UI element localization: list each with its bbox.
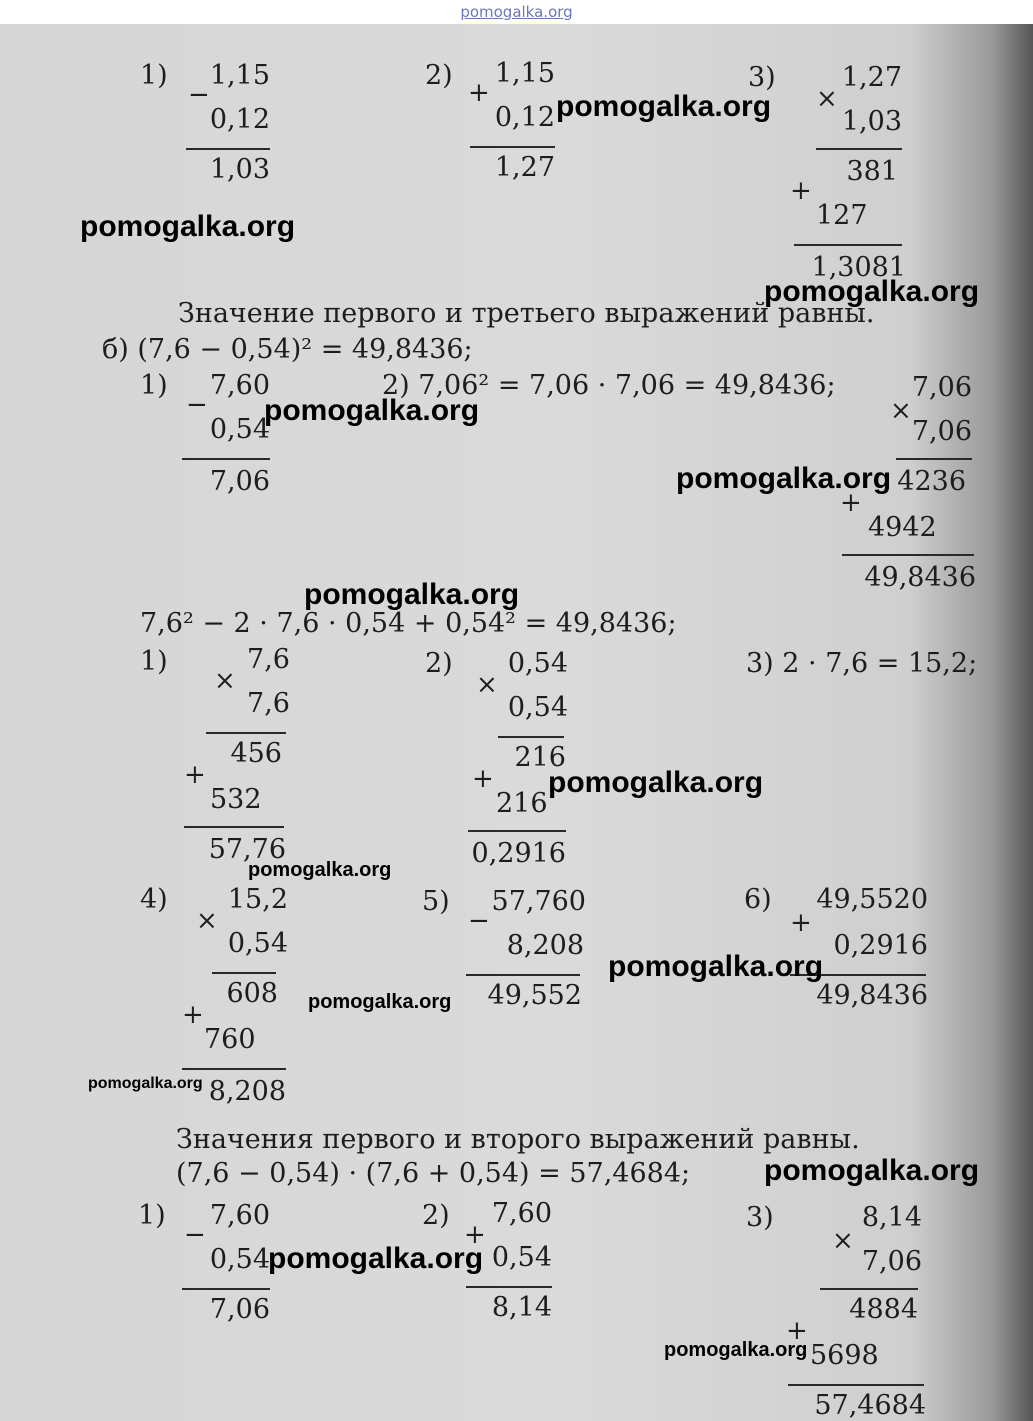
operand: 7,60	[209, 1200, 270, 1231]
watermark-text: pomogalka.org	[608, 950, 824, 983]
watermark-text: pomogalka.org	[308, 991, 452, 1013]
operator: −	[186, 390, 208, 420]
section-heading: б) (7,6 − 0,54)² = 49,8436;	[102, 334, 473, 365]
operand: 0,54	[227, 928, 288, 959]
operand: 0,54	[209, 414, 270, 445]
result: 49,552	[487, 980, 582, 1011]
product-line	[816, 148, 902, 150]
site-header-link[interactable]: pomogalka.org	[0, 0, 1033, 24]
label: 1)	[140, 646, 168, 677]
operator: +	[790, 908, 812, 938]
watermark-text: pomogalka.org	[248, 859, 392, 881]
operand: 7,60	[491, 1198, 552, 1229]
operator: ×	[196, 906, 218, 936]
result: 7,06	[209, 1294, 270, 1325]
operand: 0,12	[209, 104, 270, 135]
watermark-text: pomogalka.org	[304, 578, 520, 611]
partial-product: 532	[210, 784, 262, 815]
operand: 7,06	[861, 1246, 922, 1277]
result: 8,208	[208, 1076, 286, 1107]
operator: +	[840, 488, 862, 518]
operator: −	[184, 1220, 206, 1250]
partial-product: 127	[816, 200, 868, 231]
operand: 7,60	[209, 370, 270, 401]
product-line	[896, 458, 972, 460]
operand: 0,54	[491, 1242, 552, 1273]
sum-line	[468, 830, 566, 832]
partial-product: 608	[226, 978, 278, 1009]
operator: +	[184, 760, 206, 790]
expression-text: 2) 7,06² = 7,06 · 7,06 = 49,8436;	[382, 370, 836, 401]
product-line	[212, 972, 276, 974]
partial-product: 381	[846, 156, 898, 187]
operand: 1,15	[494, 58, 555, 89]
watermark-text: pomogalka.org	[268, 1242, 484, 1275]
watermark-text: pomogalka.org	[764, 275, 980, 308]
operand: 0,54	[209, 1244, 270, 1275]
section-heading: (7,6 − 0,54) · (7,6 + 0,54) = 57,4684;	[176, 1158, 691, 1189]
label: 1)	[140, 60, 168, 91]
operator: +	[182, 1000, 204, 1030]
product-line	[820, 1288, 918, 1290]
operand: 0,2916	[833, 930, 928, 961]
label: 2)	[425, 648, 453, 679]
operand: 7,06	[911, 372, 972, 403]
sum-line	[842, 554, 974, 556]
product-line	[498, 736, 564, 738]
label: 2)	[425, 60, 453, 91]
watermark-text: pomogalka.org	[764, 1154, 980, 1187]
sum-line	[182, 1288, 270, 1290]
operand: 15,2	[227, 884, 288, 915]
watermark-text: pomogalka.org	[548, 766, 764, 799]
label: 1)	[138, 1200, 166, 1231]
operator: −	[188, 80, 210, 110]
expression-text: 3) 2 · 7,6 = 15,2;	[746, 648, 978, 679]
conclusion-text: Значения первого и второго выражений равны.	[176, 1124, 860, 1155]
result: 0,2916	[471, 838, 566, 869]
operator: +	[468, 78, 490, 108]
partial-product: 760	[204, 1024, 256, 1055]
operator: +	[464, 1220, 486, 1250]
operator: ×	[214, 666, 236, 696]
operand: 1,27	[841, 62, 902, 93]
operand: 7,6	[247, 644, 290, 675]
operand: 1,15	[209, 60, 270, 91]
operator: ×	[890, 396, 912, 426]
operand: 49,5520	[816, 884, 928, 915]
partial-product: 5698	[810, 1340, 879, 1371]
sum-line	[466, 1286, 552, 1288]
result: 8,14	[491, 1292, 552, 1323]
label: 2)	[422, 1200, 450, 1231]
result: 1,3081	[811, 252, 906, 283]
result: 49,8436	[816, 980, 928, 1011]
operator: +	[786, 1316, 808, 1346]
conclusion-text: Значение первого и третьего выражений равны.	[178, 298, 875, 329]
watermark-text: pomogalka.org	[88, 1075, 203, 1092]
label: 4)	[140, 884, 168, 915]
operator: +	[790, 176, 812, 206]
operator: −	[468, 906, 490, 936]
operator: ×	[832, 1226, 854, 1256]
watermark-text: pomogalka.org	[664, 1339, 808, 1361]
sum-line	[466, 974, 580, 976]
label: 3)	[746, 1202, 774, 1233]
result: 57,4684	[814, 1390, 926, 1421]
watermark-text: pomogalka.org	[556, 90, 772, 123]
partial-product: 4236	[897, 466, 966, 497]
section-heading: 7,6² − 2 · 7,6 · 0,54 + 0,54² = 49,8436;	[140, 608, 677, 639]
operator: +	[472, 764, 494, 794]
sum-line	[182, 458, 270, 460]
operand: 0,12	[494, 102, 555, 133]
operand: 8,14	[861, 1202, 922, 1233]
result: 7,06	[209, 466, 270, 497]
operand: 8,208	[506, 930, 584, 961]
partial-product: 456	[230, 738, 282, 769]
operand: 7,06	[911, 416, 972, 447]
sum-line	[184, 826, 284, 828]
sum-line	[186, 148, 270, 150]
result: 57,76	[208, 834, 286, 865]
operand: 0,54	[507, 692, 568, 723]
watermark-text: pomogalka.org	[264, 394, 480, 427]
partial-product: 4884	[849, 1294, 918, 1325]
operand: 57,760	[491, 886, 586, 917]
partial-product: 4942	[868, 512, 937, 543]
label: 5)	[422, 886, 450, 917]
label: 6)	[744, 884, 772, 915]
watermark-text: pomogalka.org	[80, 210, 296, 243]
operand: 0,54	[507, 648, 568, 679]
operator: ×	[476, 670, 498, 700]
sum-line	[470, 146, 555, 148]
watermark-text: pomogalka.org	[676, 462, 892, 495]
partial-product: 216	[514, 742, 566, 773]
sum-line	[788, 1384, 924, 1386]
partial-product: 216	[496, 788, 548, 819]
operand: 1,03	[841, 106, 902, 137]
sum-line	[182, 1068, 286, 1070]
product-line	[206, 732, 286, 734]
label: 3)	[748, 62, 776, 93]
operator: ×	[816, 84, 838, 114]
operand: 7,6	[247, 688, 290, 719]
sum-line	[794, 244, 902, 246]
result: 49,8436	[864, 562, 976, 593]
result: 1,03	[209, 154, 270, 185]
result: 1,27	[494, 152, 555, 183]
label: 1)	[140, 370, 168, 401]
